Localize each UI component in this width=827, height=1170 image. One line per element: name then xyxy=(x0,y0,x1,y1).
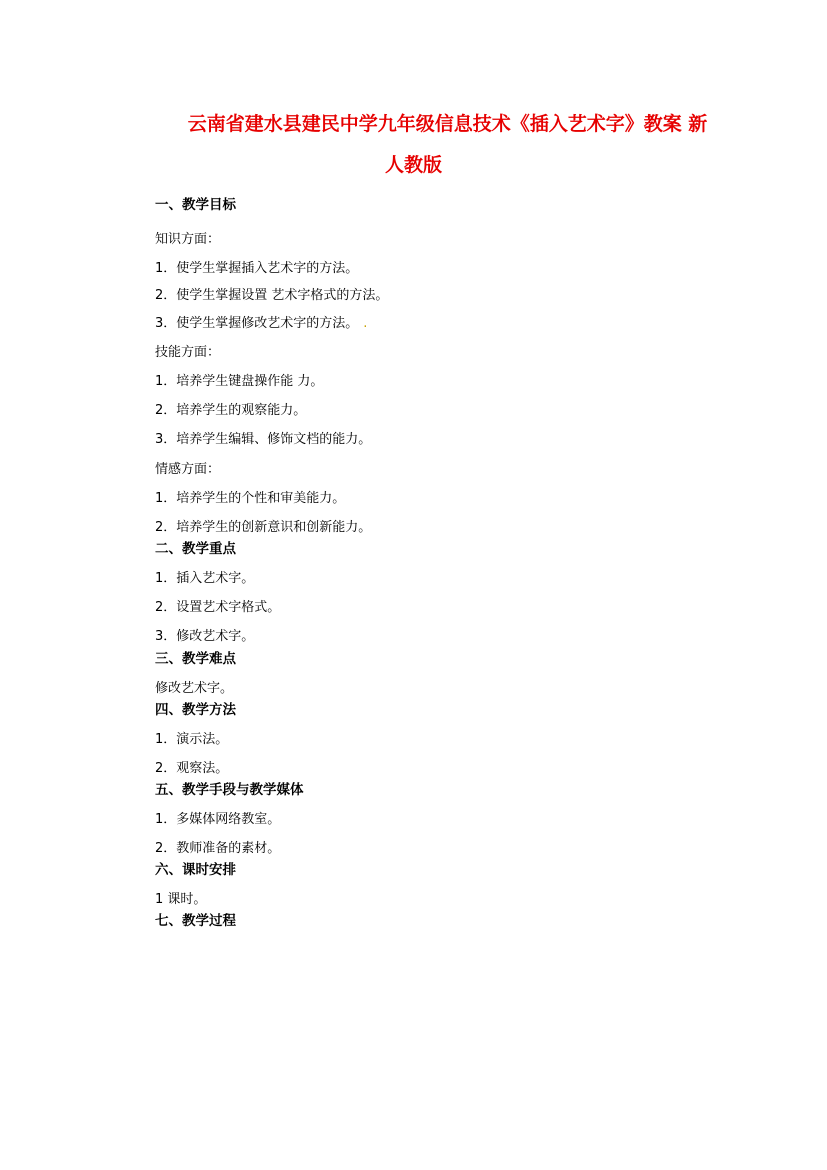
document-title-line-2: 人教版 xyxy=(384,154,442,176)
emotion-item: 1．培养学生的个性和审美能力。 xyxy=(155,491,346,506)
knowledge-label: 知识方面： xyxy=(155,232,221,247)
section-heading-schedule: 六、课时安排 xyxy=(155,862,236,878)
emotion-item: 2．培养学生的创新意识和创新能力。 xyxy=(155,520,372,535)
knowledge-item-row xyxy=(155,315,367,333)
media-item: 2．教师准备的素材。 xyxy=(155,841,281,856)
knowledge-item: 2．使学生掌握设置 艺术字格式的方法。 xyxy=(155,288,389,303)
section-heading-process: 七、教学过程 xyxy=(155,913,236,929)
knowledge-item: 1．使学生掌握插入艺术字的方法。 xyxy=(155,261,359,276)
key-point-item: 1．插入艺术字。 xyxy=(155,571,255,586)
document-title-line-1: 云南省建水县建民中学九年级信息技术《插入艺术字》教案 新 xyxy=(187,113,708,135)
media-item: 1．多媒体网络教室。 xyxy=(155,812,281,827)
skill-item: 1．培养学生键盘操作能 力。 xyxy=(155,374,324,389)
section-heading-difficulties: 三、教学难点 xyxy=(155,651,236,667)
schedule-text: 1 课时。 xyxy=(155,892,207,907)
method-item: 2．观察法。 xyxy=(155,761,229,776)
emotion-label: 情感方面： xyxy=(155,462,221,477)
method-item: 1．演示法。 xyxy=(155,732,229,747)
stray-dot: . xyxy=(363,316,368,331)
section-heading-key-points: 二、教学重点 xyxy=(155,541,236,557)
section-heading-media: 五、教学手段与教学媒体 xyxy=(155,782,304,798)
section-heading-objectives: 一、教学目标 xyxy=(155,197,236,213)
skill-label: 技能方面： xyxy=(155,345,221,360)
skill-item: 3．培养学生编辑、修饰文档的能力。 xyxy=(155,432,372,447)
key-point-item: 3．修改艺术字。 xyxy=(155,629,255,644)
skill-item: 2．培养学生的观察能力。 xyxy=(155,403,307,418)
knowledge-item: 3．使学生掌握修改艺术字的方法。 xyxy=(155,316,359,331)
section-heading-methods: 四、教学方法 xyxy=(155,702,236,718)
difficulty-text: 修改艺术字。 xyxy=(155,681,234,696)
key-point-item: 2．设置艺术字格式。 xyxy=(155,600,281,615)
